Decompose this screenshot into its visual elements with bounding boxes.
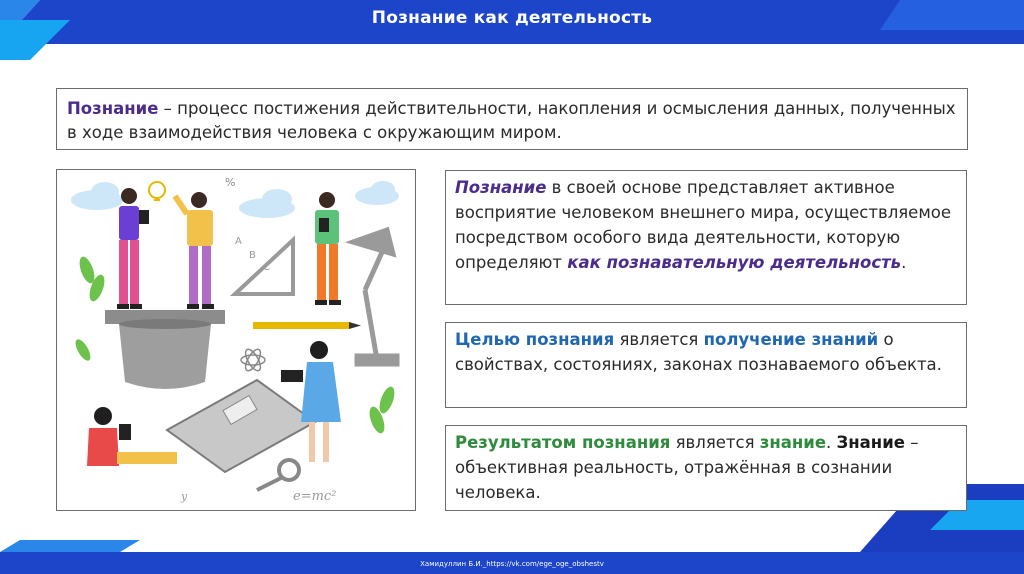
result-text-3: – объективная реальность, отражённая в сознании человека.: [455, 433, 919, 502]
formula-text: e=mc²: [293, 489, 337, 504]
definition-term: Познание: [67, 99, 159, 118]
activity-text-2: .: [901, 253, 907, 272]
person-pointing-icon: [175, 192, 214, 309]
goal-panel: [445, 322, 967, 408]
lightbulb-icon: [149, 182, 165, 200]
goal-text-1: является: [614, 330, 704, 349]
goal-term: Целью познания: [455, 330, 615, 349]
person-with-tablet-icon: [117, 188, 149, 309]
cloud-icon: [71, 182, 123, 210]
cognition-illustration: [56, 169, 416, 511]
letter-b: B: [249, 250, 256, 261]
notebook-icon: [167, 380, 315, 472]
pencil-icon: [253, 322, 361, 329]
result-term: Результатом познания: [455, 433, 671, 452]
letter-a: A: [235, 236, 242, 247]
activity-text-1: в своей основе представляет активное восприятие человеком внешнего мира, осуществляемое посредством особого вида деятельности, которую определяют: [455, 178, 952, 272]
slide-title: Познание как деятельность: [371, 8, 653, 28]
woman-with-laptop-icon: [281, 341, 341, 462]
magnifier-icon: [257, 460, 299, 490]
result-panel: [445, 425, 967, 511]
footer-stripe-3: [0, 540, 140, 552]
cloud-icon: [355, 181, 399, 205]
reading-person-icon: [87, 407, 177, 466]
result-term-2: Знание: [836, 433, 905, 452]
activity-panel: [445, 170, 967, 305]
result-highlight: знание: [759, 433, 827, 452]
desk-lamp-icon: [353, 230, 397, 364]
goal-text-2: о свойствах, состояниях, законах познаваемого объекта.: [455, 330, 942, 374]
result-text-2: .: [826, 433, 837, 452]
definition-box: [56, 88, 968, 150]
letter-c: C: [263, 262, 270, 273]
person-with-book-icon: [315, 192, 341, 305]
activity-highlight: как познавательную деятельность: [567, 253, 902, 272]
goal-highlight: получение знаний: [703, 330, 879, 349]
footer-credit: Хамидуллин Б.И._https://vk.com/ege_oge_obshestv: [420, 560, 604, 568]
pedestal-icon: [105, 310, 225, 389]
cloud-icon: [239, 189, 295, 218]
symbol-y: y: [181, 490, 188, 503]
activity-term: Познание: [455, 178, 547, 197]
result-text-1: является: [670, 433, 760, 452]
symbol-percent: %: [225, 176, 236, 189]
definition-text: – процесс постижения действительности, накопления и осмысления данных, полученных в ходе взаимодействия человека с окружающим миром.: [67, 99, 956, 142]
atom-icon: [241, 347, 265, 373]
